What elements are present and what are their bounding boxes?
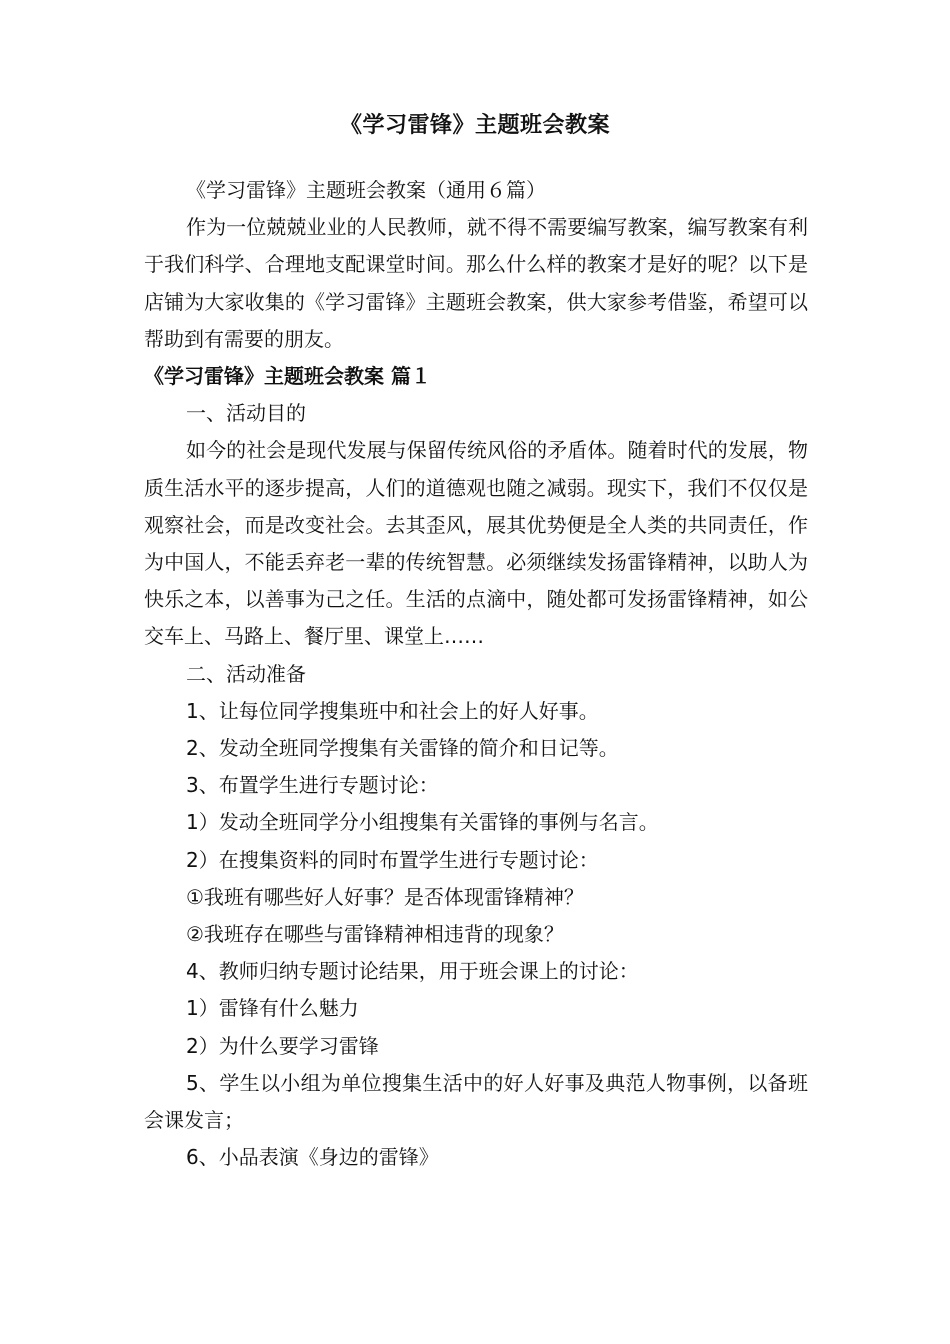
list-item: ②我班存在哪些与雷锋精神相违背的现象？	[186, 922, 564, 947]
list-item: 1）发动全班同学分小组搜集有关雷锋的事例与名言。	[186, 810, 659, 835]
list-item: 5、学生以小组为单位搜集生活中的好人好事及典范人物事例，以备班会课发言；	[144, 1070, 808, 1133]
intro-paragraph: 作为一位兢兢业业的人民教师，就不得不需要编写教案，编写教案有利于我们科学、合理地支配课堂时间。那么什么样的教案才是好的呢？以下是店铺为大家收集的《学习雷锋》主题班会教案，供大家参考借鉴，希望可以帮助到有需要的朋友。	[144, 215, 808, 351]
list-item: 4、教师归纳专题讨论结果，用于班会课上的讨论：	[186, 959, 639, 984]
list-item: 1）雷锋有什么魅力	[186, 996, 359, 1021]
activity-goal-paragraph: 如今的社会是现代发展与保留传统风俗的矛盾体。随着时代的发展，物质生活水平的逐步提高，人们的道德观也随之减弱。现实下，我们不仅仅是观察社会，而是改变社会。去其歪风，展其优势便是全人类的共同责任，作为中国人，不能丢弃老一辈的传统智慧。必须继续发扬雷锋精神，以助人为快乐之本，以善事为己之任。生活的点滴中，随处都可发扬雷锋精神，如公交车上、马路上、餐厅里、课堂上……	[144, 438, 808, 649]
list-item: 1、让每位同学搜集班中和社会上的好人好事。	[186, 698, 599, 723]
list-item: 2）在搜集资料的同时布置学生进行专题讨论：	[186, 847, 599, 872]
list-item: 3、布置学生进行专题讨论：	[186, 773, 439, 798]
subtitle-paragraph: 《学习雷锋》主题班会教案（通用６篇）	[186, 178, 546, 202]
list-item: 2、发动全班同学搜集有关雷锋的简介和日记等。	[186, 736, 619, 761]
document-body	[144, 172, 808, 1176]
document-title: 《学习雷锋》主题班会教案	[339, 113, 610, 138]
activity-prep-heading: 二、活动准备	[186, 661, 306, 686]
list-item: 2）为什么要学习雷锋	[186, 1033, 379, 1058]
section-heading: 《学习雷锋》主题班会教案 篇１	[144, 364, 431, 389]
activity-goal-heading: 一、活动目的	[186, 401, 306, 426]
list-item: 6、小品表演《身边的雷锋》	[186, 1145, 439, 1170]
list-item: ①我班有哪些好人好事？是否体现雷锋精神？	[186, 884, 584, 909]
